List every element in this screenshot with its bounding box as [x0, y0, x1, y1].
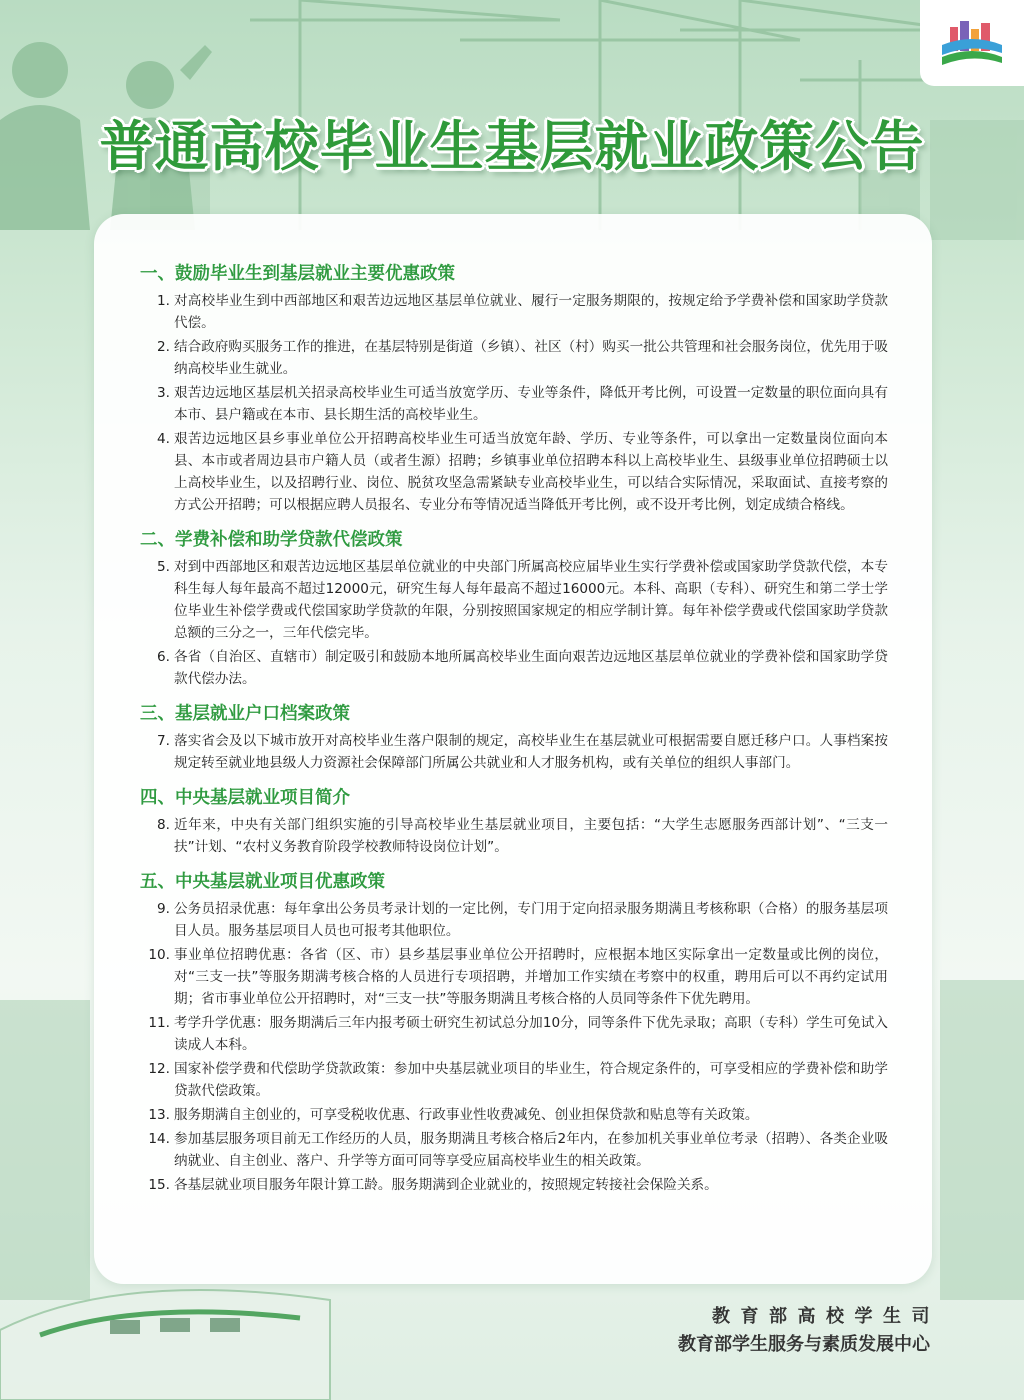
item-text: 国家补偿学费和代偿助学贷款政策：参加中央基层就业项目的毕业生，符合规定条件的，可享受相应的学费补偿和助学贷款代偿政策。: [174, 1061, 888, 1099]
item-number: 9.: [157, 901, 170, 917]
city-logo-icon: [936, 13, 1008, 73]
section-heading: 二、学费补偿和助学贷款代偿政策: [140, 530, 403, 550]
policy-content: [140, 262, 888, 1198]
policy-item: [140, 382, 888, 426]
policy-item: [140, 1128, 888, 1172]
section-heading: 一、鼓励毕业生到基层就业主要优惠政策: [140, 264, 455, 284]
city-logo: [920, 0, 1024, 86]
item-number: 14.: [148, 1131, 170, 1147]
item-text: 各省（自治区、直辖市）制定吸引和鼓励本地所属高校毕业生面向艰苦边远地区基层单位就业的学费补偿和国家助学贷款代偿办法。: [174, 649, 888, 687]
issuer-line-1: 教育部高校学生司: [712, 1306, 940, 1327]
section-heading: 四、中央基层就业项目简介: [140, 788, 350, 808]
item-number: 15.: [148, 1177, 170, 1193]
item-number: 13.: [148, 1107, 170, 1123]
train-icon: [0, 1290, 330, 1400]
policy-item: [140, 336, 888, 380]
item-text: 事业单位招聘优惠：各省（区、市）县乡基层事业单位公开招聘时，应根据本地区实际拿出一定数量或比例的岗位，对“三支一扶”等服务期满考核合格的人员进行专项招聘，并增加工作实绩在考察中的权重，聘用后可以不再约定试用期；省市事业单位公开招聘时，对“三支一扶”等服务期满且考核合格的人员同等条件下优先聘用。: [174, 947, 888, 1007]
item-text: 艰苦边远地区基层机关招录高校毕业生可适当放宽学历、专业等条件，降低开考比例，可设置一定数量的职位面向具有本市、县户籍或在本市、县长期生活的高校毕业生。: [174, 385, 888, 423]
item-text: 对高校毕业生到中西部地区和艰苦边远地区基层单位就业、履行一定服务期限的，按规定给予学费补偿和国家助学贷款代偿。: [174, 293, 888, 331]
item-text: 考学升学优惠：服务期满后三年内报考硕士研究生初试总分加10分，同等条件下优先录取；高职（专科）学生可免试入读成人本科。: [174, 1015, 888, 1053]
item-text: 近年来，中央有关部门组织实施的引导高校毕业生基层就业项目，主要包括：“大学生志愿服务西部计划”、“三支一扶”计划、“农村义务教育阶段学校教师特设岗位计划”。: [174, 817, 888, 855]
item-number: 1.: [157, 293, 170, 309]
policy-item: [140, 1174, 888, 1196]
item-number: 12.: [148, 1061, 170, 1077]
policy-item: [140, 290, 888, 334]
item-text: 公务员招录优惠：每年拿出公务员考录计划的一定比例，专门用于定向招录服务期满且考核称职（合格）的服务基层项目人员。服务基层项目人员也可报考其他职位。: [174, 901, 888, 939]
item-number: 3.: [157, 385, 170, 401]
item-number: 10.: [148, 947, 170, 963]
policy-item: [140, 944, 888, 1010]
item-text: 艰苦边远地区县乡事业单位公开招聘高校毕业生可适当放宽年龄、学历、专业等条件，可以拿出一定数量岗位面向本县、本市或者周边县市户籍人员（或者生源）招聘；乡镇事业单位招聘本科以上高校毕业生、县级事业单位招聘硕士以上高校毕业生，以及招聘行业、岗位、脱贫攻坚急需紧缺专业高校毕业生，可以结合实际情况，采取面试、直接考察的方式公开招聘；可以根据应聘人员报名、专业分布等情况适当降低开考比例，或不设开考比例，划定成绩合格线。: [174, 431, 888, 513]
item-number: 11.: [148, 1015, 170, 1031]
item-number: 4.: [157, 431, 170, 447]
policy-item: [140, 1058, 888, 1102]
policy-item: [140, 556, 888, 644]
item-text: 各基层就业项目服务年限计算工龄。服务期满到企业就业的，按照规定转接社会保险关系。: [174, 1177, 718, 1193]
policy-item: [140, 646, 888, 690]
item-text: 服务期满自主创业的，可享受税收优惠、行政事业性收费减免、创业担保贷款和贴息等有关政策。: [174, 1107, 759, 1123]
item-number: 2.: [157, 339, 170, 355]
item-number: 7.: [157, 733, 170, 749]
policy-item: [140, 1012, 888, 1056]
poster-title: 普通高校毕业生基层就业政策公告: [99, 115, 925, 178]
section-heading: 五、中央基层就业项目优惠政策: [140, 872, 385, 892]
issuer-footer: [678, 1303, 940, 1359]
item-text: 对到中西部地区和艰苦边远地区基层单位就业的中央部门所属高校应届毕业生实行学费补偿或国家助学贷款代偿，本专科生每人每年最高不超过12000元，研究生每人每年最高不超过16000元。本科、高职（专科）、研究生和第二学士学位毕业生补偿学费或代偿国家助学贷款的年限，分别按照国家规定的相应学制计算。每年补偿学费或代偿国家助学贷款总额的三分之一，三年代偿完毕。: [174, 559, 888, 641]
item-text: 结合政府购买服务工作的推进，在基层特别是街道（乡镇）、社区（村）购买一批公共管理和社会服务岗位，优先用于吸纳高校毕业生就业。: [174, 339, 888, 377]
issuer-line-2: 教育部学生服务与素质发展中心: [678, 1334, 930, 1355]
policy-item: [140, 814, 888, 858]
policy-item: [140, 898, 888, 942]
item-number: 5.: [157, 559, 170, 575]
section-heading: 三、基层就业户口档案政策: [140, 704, 350, 724]
item-text: 参加基层服务项目前无工作经历的人员，服务期满且考核合格后2年内，在参加机关事业单位考录（招聘）、各类企业吸纳就业、自主创业、落户、升学等方面可同等享受应届高校毕业生的相关政策。: [174, 1131, 888, 1169]
policy-item: [140, 428, 888, 516]
policy-item: [140, 1104, 888, 1126]
item-number: 8.: [157, 817, 170, 833]
policy-item: [140, 730, 888, 774]
item-number: 6.: [157, 649, 170, 665]
item-text: 落实省会及以下城市放开对高校毕业生落户限制的规定，高校毕业生在基层就业可根据需要自愿迁移户口。人事档案按规定转至就业地县级人力资源社会保障部门所属公共就业和人才服务机构，或有关单位的组织人事部门。: [174, 733, 888, 771]
